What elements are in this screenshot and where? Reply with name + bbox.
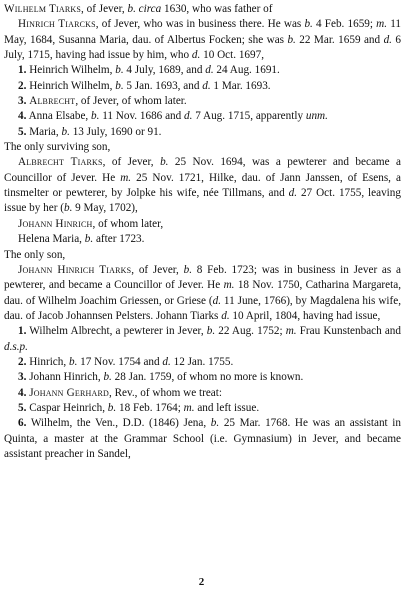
text-run: 10 Oct. 1697,	[200, 49, 264, 62]
abbreviation: d.	[162, 355, 171, 368]
text-run: 13 July, 1690 or 91.	[69, 125, 162, 138]
entry-number: 6.	[18, 417, 27, 430]
text-run: 5 Jan. 1693, and	[123, 79, 203, 92]
text-run: 17 Nov. 1754 and	[77, 355, 163, 368]
abbreviation: d.	[221, 309, 230, 322]
abbreviation: unm.	[305, 110, 328, 123]
text-run: 18 Feb. 1764;	[116, 401, 184, 414]
text-run: Heinrich Wilhelm,	[26, 64, 116, 77]
text-run: Frau Kunstenbach and	[296, 325, 401, 338]
abbreviation: b.	[61, 125, 70, 138]
paragraph-johann-hinrich-tiarks	[4, 263, 401, 324]
abbreviation: m.	[183, 401, 195, 414]
entry-number: 2.	[18, 79, 27, 92]
abbreviation: d.	[205, 64, 214, 77]
text-run: 25 Mar. 1768. He was an assistant in Quinta, a master at the Grammar School (i.e. Gymnasium) in Jever, and became assistant preacher in Sandel,	[4, 417, 401, 460]
abbreviation: b.	[84, 233, 94, 246]
issue-entry-3	[4, 370, 401, 385]
entry-number: 1.	[18, 325, 27, 338]
abbreviation: b.	[107, 401, 117, 414]
text-run: Anna Elsabe,	[26, 110, 92, 123]
text-run: 25 Nov. 1721, Hilke, dau. of Jann Janssen, of Esens, a tinsmelter or pewterer, by Jolpke his wife, née Tillmans, and	[4, 171, 401, 200]
genealogy-page	[4, 2, 401, 462]
text-run: , of Jever, who was in business there. He was	[95, 18, 305, 31]
abbreviation: b.	[115, 79, 124, 92]
text-run: 8 Feb. 1723; was in business in Jever as a pewterer, and became a Councillor of Jever. He	[4, 263, 401, 292]
person-name: Johann Gerhard	[29, 386, 109, 399]
text-run: , of Jever,	[102, 156, 161, 169]
text-run: Maria,	[26, 125, 62, 138]
text-run: , of whom later,	[92, 217, 164, 230]
text-run: 18 Nov. 1750, Catharina Margareta, dau. of Wilhelm Joachim Griessen, or Griese (	[4, 279, 401, 307]
entry-number: 4.	[18, 110, 27, 123]
abbreviation: d.	[288, 187, 298, 200]
abbreviation: b. circa	[127, 3, 162, 15]
paragraph-hinrich-tiarcks	[4, 17, 401, 63]
text-run: Johann Hinrich,	[26, 371, 104, 384]
abbreviation: b.	[63, 202, 73, 215]
text-run: and left issue.	[194, 401, 260, 414]
abbreviation: b.	[304, 18, 313, 31]
issue-entry-4	[4, 386, 401, 401]
text-run: Wilhelm Albrecht, a pewterer in Jever,	[26, 325, 207, 338]
text-run: 11 May, 1684, Susanna Maria, dau. of Albertus Focken; she was	[4, 18, 402, 46]
text-run: 4 July, 1689, and	[123, 64, 206, 77]
paragraph-wilhelm-tiarks	[4, 2, 401, 17]
heading-only-son	[4, 248, 401, 263]
abbreviation: m.	[285, 325, 297, 338]
text-run: 25 Nov. 1694, was a pewterer and became a Councillor of Jever. He	[4, 156, 401, 184]
entry-number: 3.	[18, 371, 27, 384]
abbreviation: b.	[115, 64, 124, 77]
entry-number: 3.	[18, 95, 27, 108]
text-run: 6 July, 1715, having had issue by him, who	[4, 33, 401, 62]
issue-entry-5	[4, 401, 401, 416]
text-run: 22 Mar. 1659 and	[295, 33, 384, 46]
text-run: 12 Jan. 1755.	[170, 355, 234, 368]
abbreviation: d.	[212, 294, 222, 307]
entry-number: 5.	[18, 125, 27, 138]
entry-number: 5.	[18, 401, 27, 414]
text-run: , of Jever,	[131, 263, 184, 276]
entry-johann-hinrich	[4, 217, 401, 232]
abbreviation: d.	[191, 49, 201, 62]
text-run: 24 Aug. 1691.	[213, 64, 280, 77]
paragraph-albrecht-tiarks	[4, 155, 401, 216]
text-run: , of Jever,	[81, 3, 128, 15]
entry-helena-maria	[4, 232, 401, 247]
heading-surviving-son	[4, 140, 401, 155]
person-name: Albrecht	[29, 95, 76, 108]
person-name: Johann Hinrich Tiarks	[18, 263, 132, 276]
abbreviation: m.	[223, 279, 235, 292]
entry-number: 2.	[18, 355, 27, 368]
text-run: , of Jever, of whom later.	[75, 95, 187, 108]
abbreviation: b.	[183, 263, 193, 276]
abbreviation: d.s.p.	[4, 340, 28, 353]
abbreviation: d.	[184, 110, 193, 123]
person-name: Johann Hinrich	[18, 217, 93, 230]
abbreviation: b.	[210, 417, 220, 430]
text-run: 7 Aug. 1715, apparently	[192, 110, 306, 123]
text-run: 28 Jan. 1759, of whom no more is known.	[111, 371, 304, 384]
text-run: 11 June, 1766), by Magdalena his wife, dau. of Jacob Johannsen Pelsters. Johann Tiarks	[4, 294, 401, 322]
abbreviation: b.	[160, 156, 169, 169]
text-run: after 1723.	[93, 233, 145, 246]
person-name: Hinrich Tiarcks	[18, 18, 96, 31]
child-entry-2	[4, 79, 401, 94]
child-entry-3	[4, 94, 401, 109]
text-run: The only son,	[4, 248, 66, 261]
abbreviation: m.	[376, 18, 388, 31]
text-run: 9 May, 1702),	[72, 202, 138, 215]
child-entry-5	[4, 125, 401, 140]
entry-number: 4.	[18, 386, 27, 399]
child-entry-4	[4, 109, 401, 124]
abbreviation: b.	[103, 371, 112, 384]
abbreviation: b.	[68, 355, 78, 368]
text-run: Heinrich Wilhelm,	[26, 79, 116, 92]
abbreviation: d.	[383, 33, 392, 46]
text-run: , Rev., of whom we treat:	[109, 386, 222, 399]
abbreviation: d.	[202, 79, 211, 92]
person-name: Albrecht Tiarks	[18, 156, 103, 169]
text-run: 1630, who was father of	[161, 3, 273, 15]
text-run: 4 Feb. 1659;	[312, 18, 377, 31]
entry-number: 1.	[18, 64, 27, 77]
text-run: 1 Mar. 1693.	[210, 79, 271, 92]
abbreviation: m.	[120, 171, 132, 184]
abbreviation: b.	[287, 33, 296, 46]
text-run: 27 Oct. 1755, leaving issue by her (	[4, 187, 401, 215]
text-run: Hinrich,	[26, 355, 69, 368]
text-run: 22 Aug. 1752;	[215, 325, 286, 338]
text-run: Helena Maria,	[18, 233, 85, 246]
issue-entry-1	[4, 324, 401, 355]
page-number: 2	[198, 576, 205, 588]
child-entry-1	[4, 63, 401, 78]
issue-entry-2	[4, 355, 401, 370]
issue-entry-6	[4, 416, 401, 462]
text-run: 10 April, 1804, having had issue,	[229, 309, 381, 322]
text-run: Caspar Heinrich,	[26, 401, 108, 414]
text-run: The only surviving son,	[4, 141, 111, 154]
text-run: 11 Nov. 1686 and	[99, 110, 185, 123]
abbreviation: b.	[91, 110, 100, 123]
text-run: Wilhelm, the Ven., D.D. (1846) Jena,	[26, 417, 211, 430]
abbreviation: b.	[206, 325, 216, 338]
person-name: Wilhelm Tiarks	[4, 3, 82, 15]
